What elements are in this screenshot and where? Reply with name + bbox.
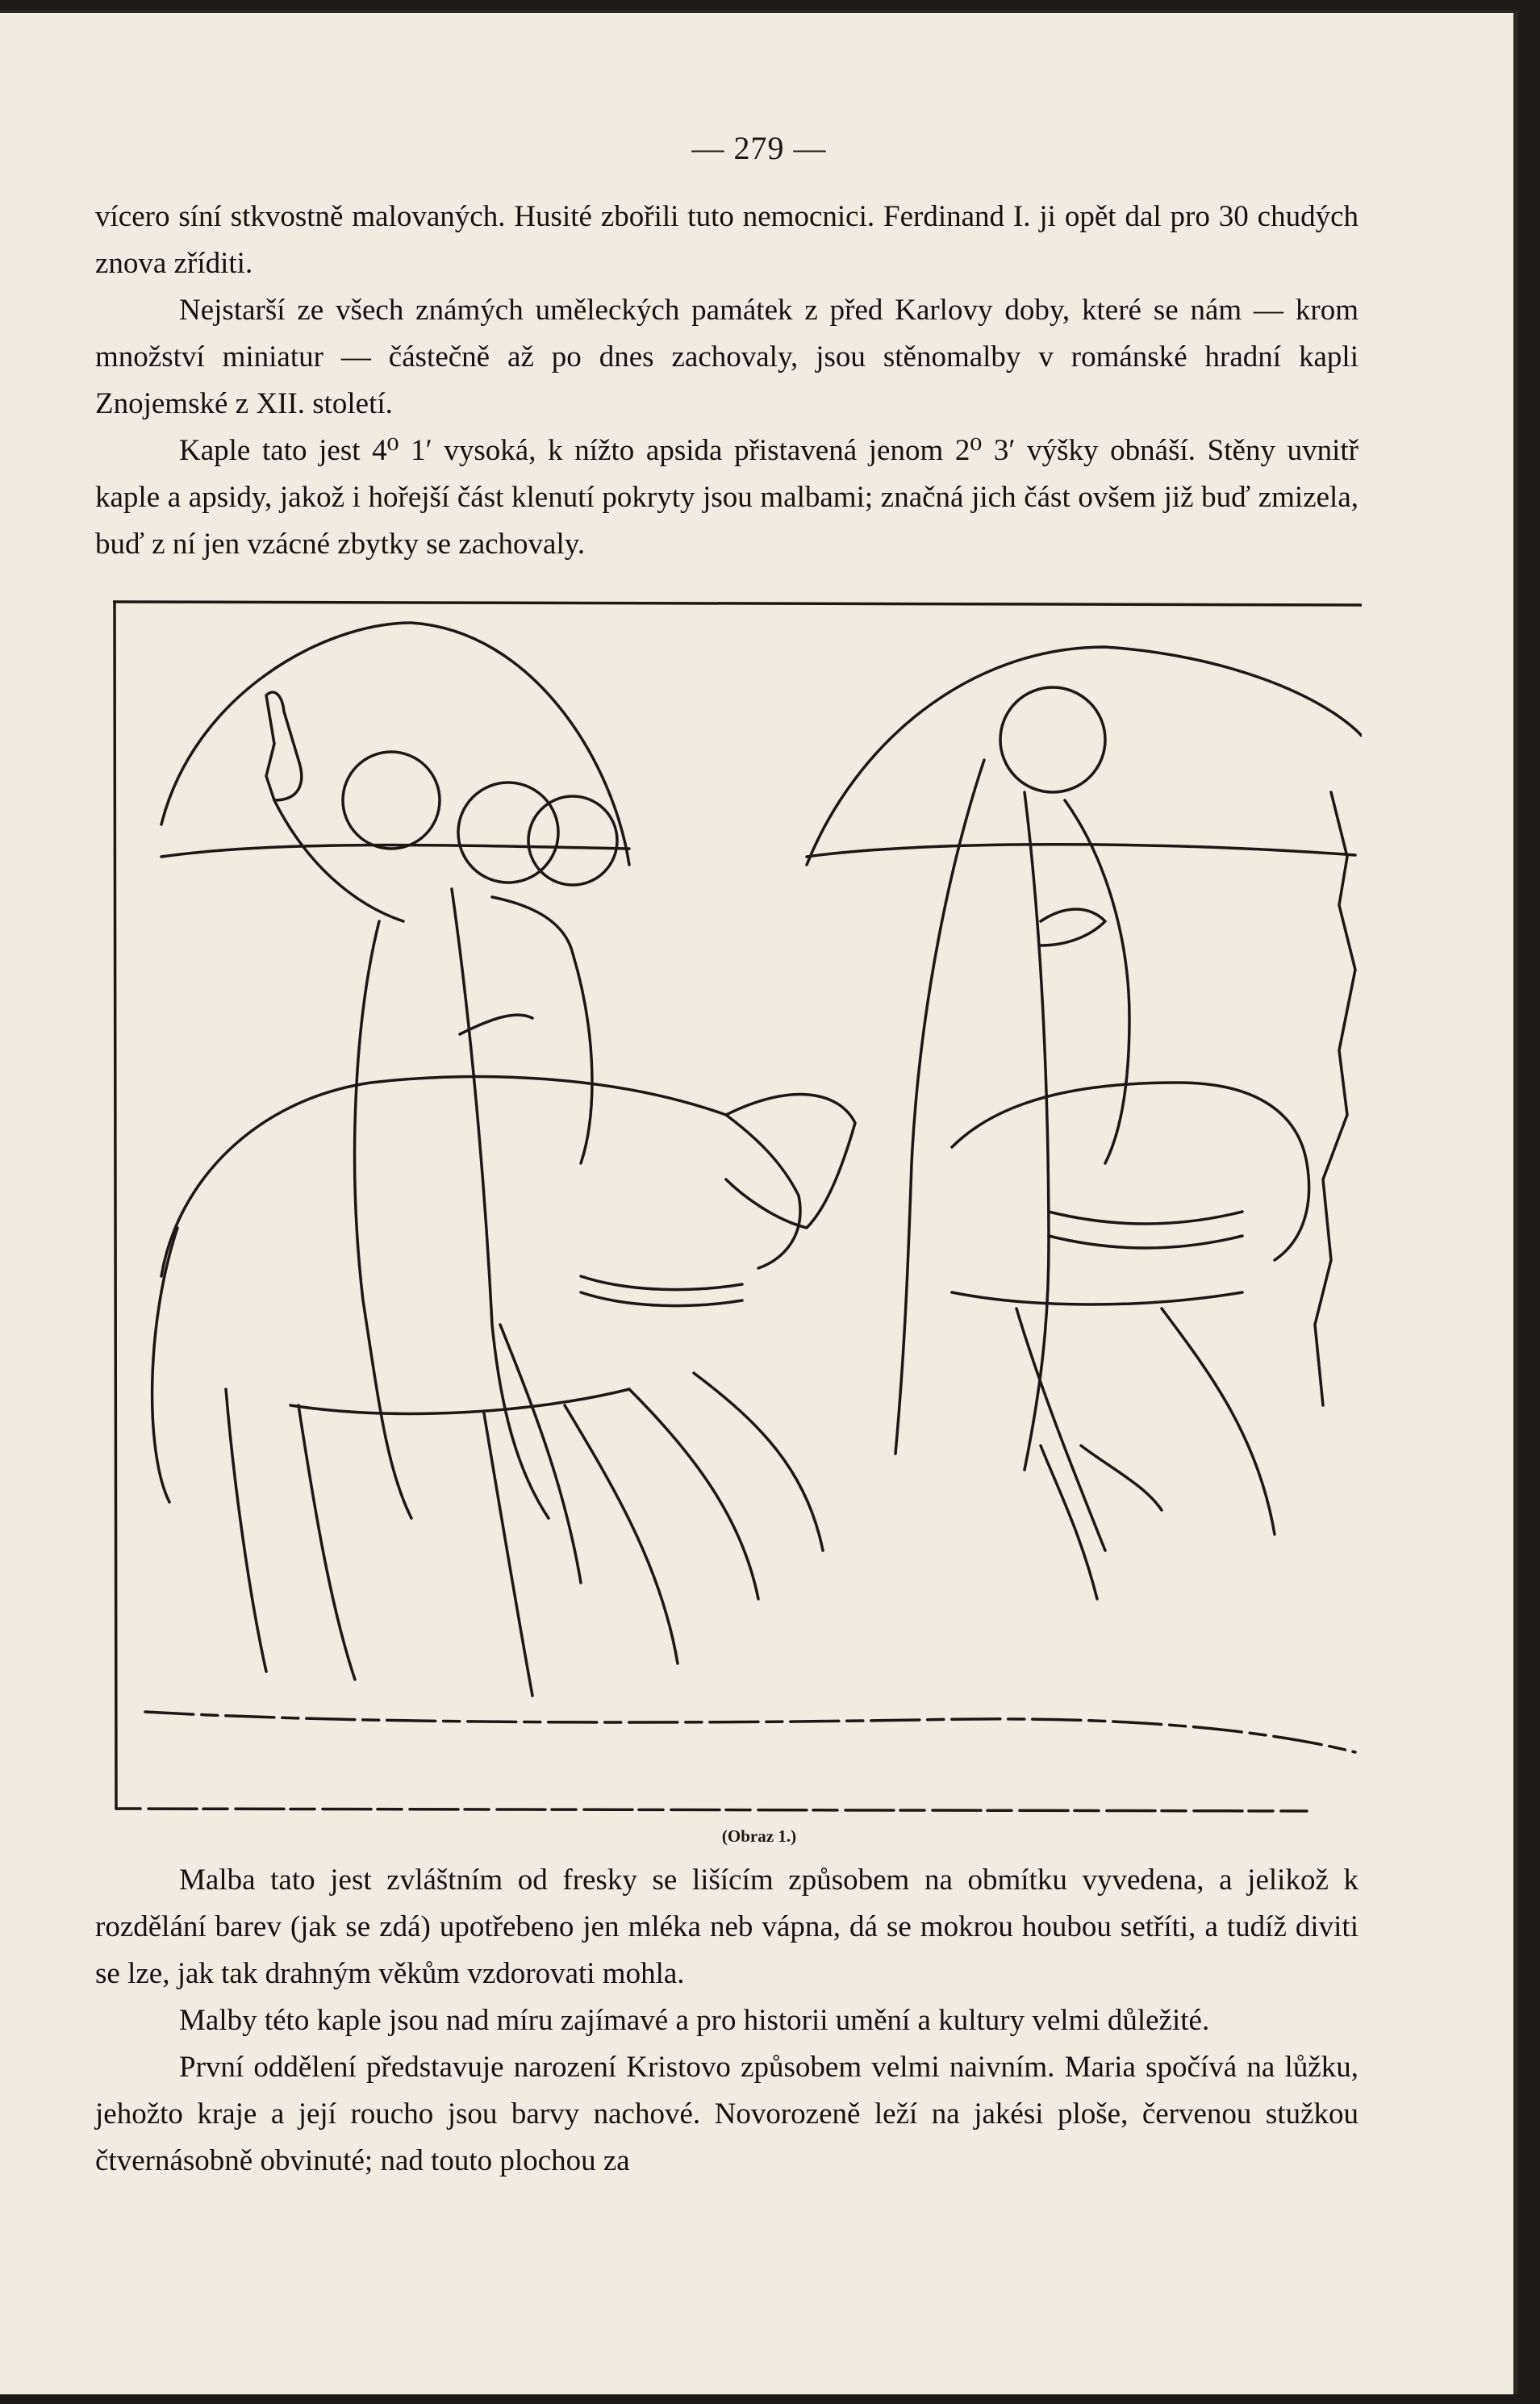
rider-head [1000, 687, 1105, 792]
rider-head [458, 783, 558, 883]
horse-left-saddle [581, 1292, 742, 1306]
rider-cloak [452, 889, 549, 1518]
fresco-illustration [113, 599, 1362, 1825]
paragraph: Kaple tato jest 4⁰ 1′ vysoká, k nížto apsida přistavená jenom 2⁰ 3′ výšky obnáší. Stěny uvnitř kaple a apsidy, jakož i hořejší část klenutí pokryty jsou malbami; značná jich část ovšem již buď zmizela, buď z ní jen vzácné zbytky se zachovaly. [95, 434, 1358, 561]
horse-right-belly [952, 1292, 1242, 1304]
lower-text [95, 1857, 1358, 2185]
horse-left-neck [726, 1115, 800, 1268]
rider-leg [500, 1325, 581, 1583]
ground-line [145, 1712, 1355, 1752]
horse-right-leg [1162, 1308, 1275, 1534]
horizon-line [161, 845, 629, 857]
figure-caption: (Obraz 1.) [721, 1826, 797, 1846]
horse-right-body [952, 1083, 1309, 1260]
frame-top [113, 602, 1362, 605]
rider-right-leg [1041, 1446, 1097, 1599]
page-number: — 279 — [691, 130, 827, 166]
horse-right-saddle [1049, 1212, 1242, 1224]
horse-left-leg [565, 1405, 678, 1663]
rider-right-hand [1041, 909, 1105, 945]
frame-bottom [116, 1809, 1307, 1811]
book-page [0, 10, 1518, 2394]
horse-left-leg [694, 1373, 823, 1550]
horse-left-leg [484, 1413, 532, 1696]
frame-left [115, 602, 116, 1809]
damaged-edge [1315, 792, 1355, 1405]
horse-right-leg [1016, 1308, 1105, 1550]
horse-left-belly [290, 1389, 629, 1413]
paragraph: vícero síní stkvostně malovaných. Husité zbořili tuto nemocnici. Ferdinand I. ji opět dal pro 30 chudých znova zříditi. [95, 200, 1358, 280]
rider-body [492, 897, 592, 1163]
rider-pointing-hand [266, 692, 302, 800]
upper-text [95, 194, 1358, 568]
rider-arm [274, 800, 403, 921]
paragraph: Nejstarší ze všech známých uměleckých památek z před Karlovy doby, které se nám — krom množství miniatur — částečně až po dnes zachovaly, jsou stěnomalby v románské hradní kapli Znojemské z XII. století. [95, 294, 1358, 420]
paragraph: Malba tato jest zvláštním od fresky se lišícím způsobem na obmítku vyvedena, a jelikož k rozdělání barev (jak se zdá) upotřebeno jen mléka neb vápna, dá se mokrou houbou setříti, a tudíž diviti se lze, jak tak drahným věkům vzdorovati mohla. [95, 1864, 1358, 1990]
rider-head [528, 796, 617, 885]
rider-right-body [1065, 800, 1129, 1163]
rider-right-cloak [895, 760, 984, 1454]
horse-left-leg [298, 1405, 355, 1680]
paragraph: Malby této kaple jsou nad míru zajímavé a pro historii umění a kultury velmi důležité. [179, 2004, 1210, 2037]
horse-left-body [161, 1077, 855, 1276]
horse-left-leg [226, 1389, 266, 1672]
rider-hand [460, 1015, 532, 1034]
horse-right-saddle [1049, 1236, 1242, 1248]
page-top-edge [0, 10, 1518, 13]
horse-left-leg [629, 1389, 758, 1599]
rider-right-leg [1081, 1446, 1162, 1510]
paragraph: První oddělení představuje narození Kristovo způsobem velmi naivním. Maria spočívá na lůžku, jehožto kraje a její roucho jsou barvy nachové. Novorozeně leží na jakési ploše, červenou stužkou čtvernásobně obvinuté; nad touto plochou za [95, 2051, 1358, 2177]
horse-left-tail [152, 1228, 177, 1502]
rider-head [343, 752, 440, 849]
rider-cloak [355, 921, 411, 1518]
horizon-line [807, 845, 1355, 857]
horse-left-saddle [581, 1276, 742, 1290]
